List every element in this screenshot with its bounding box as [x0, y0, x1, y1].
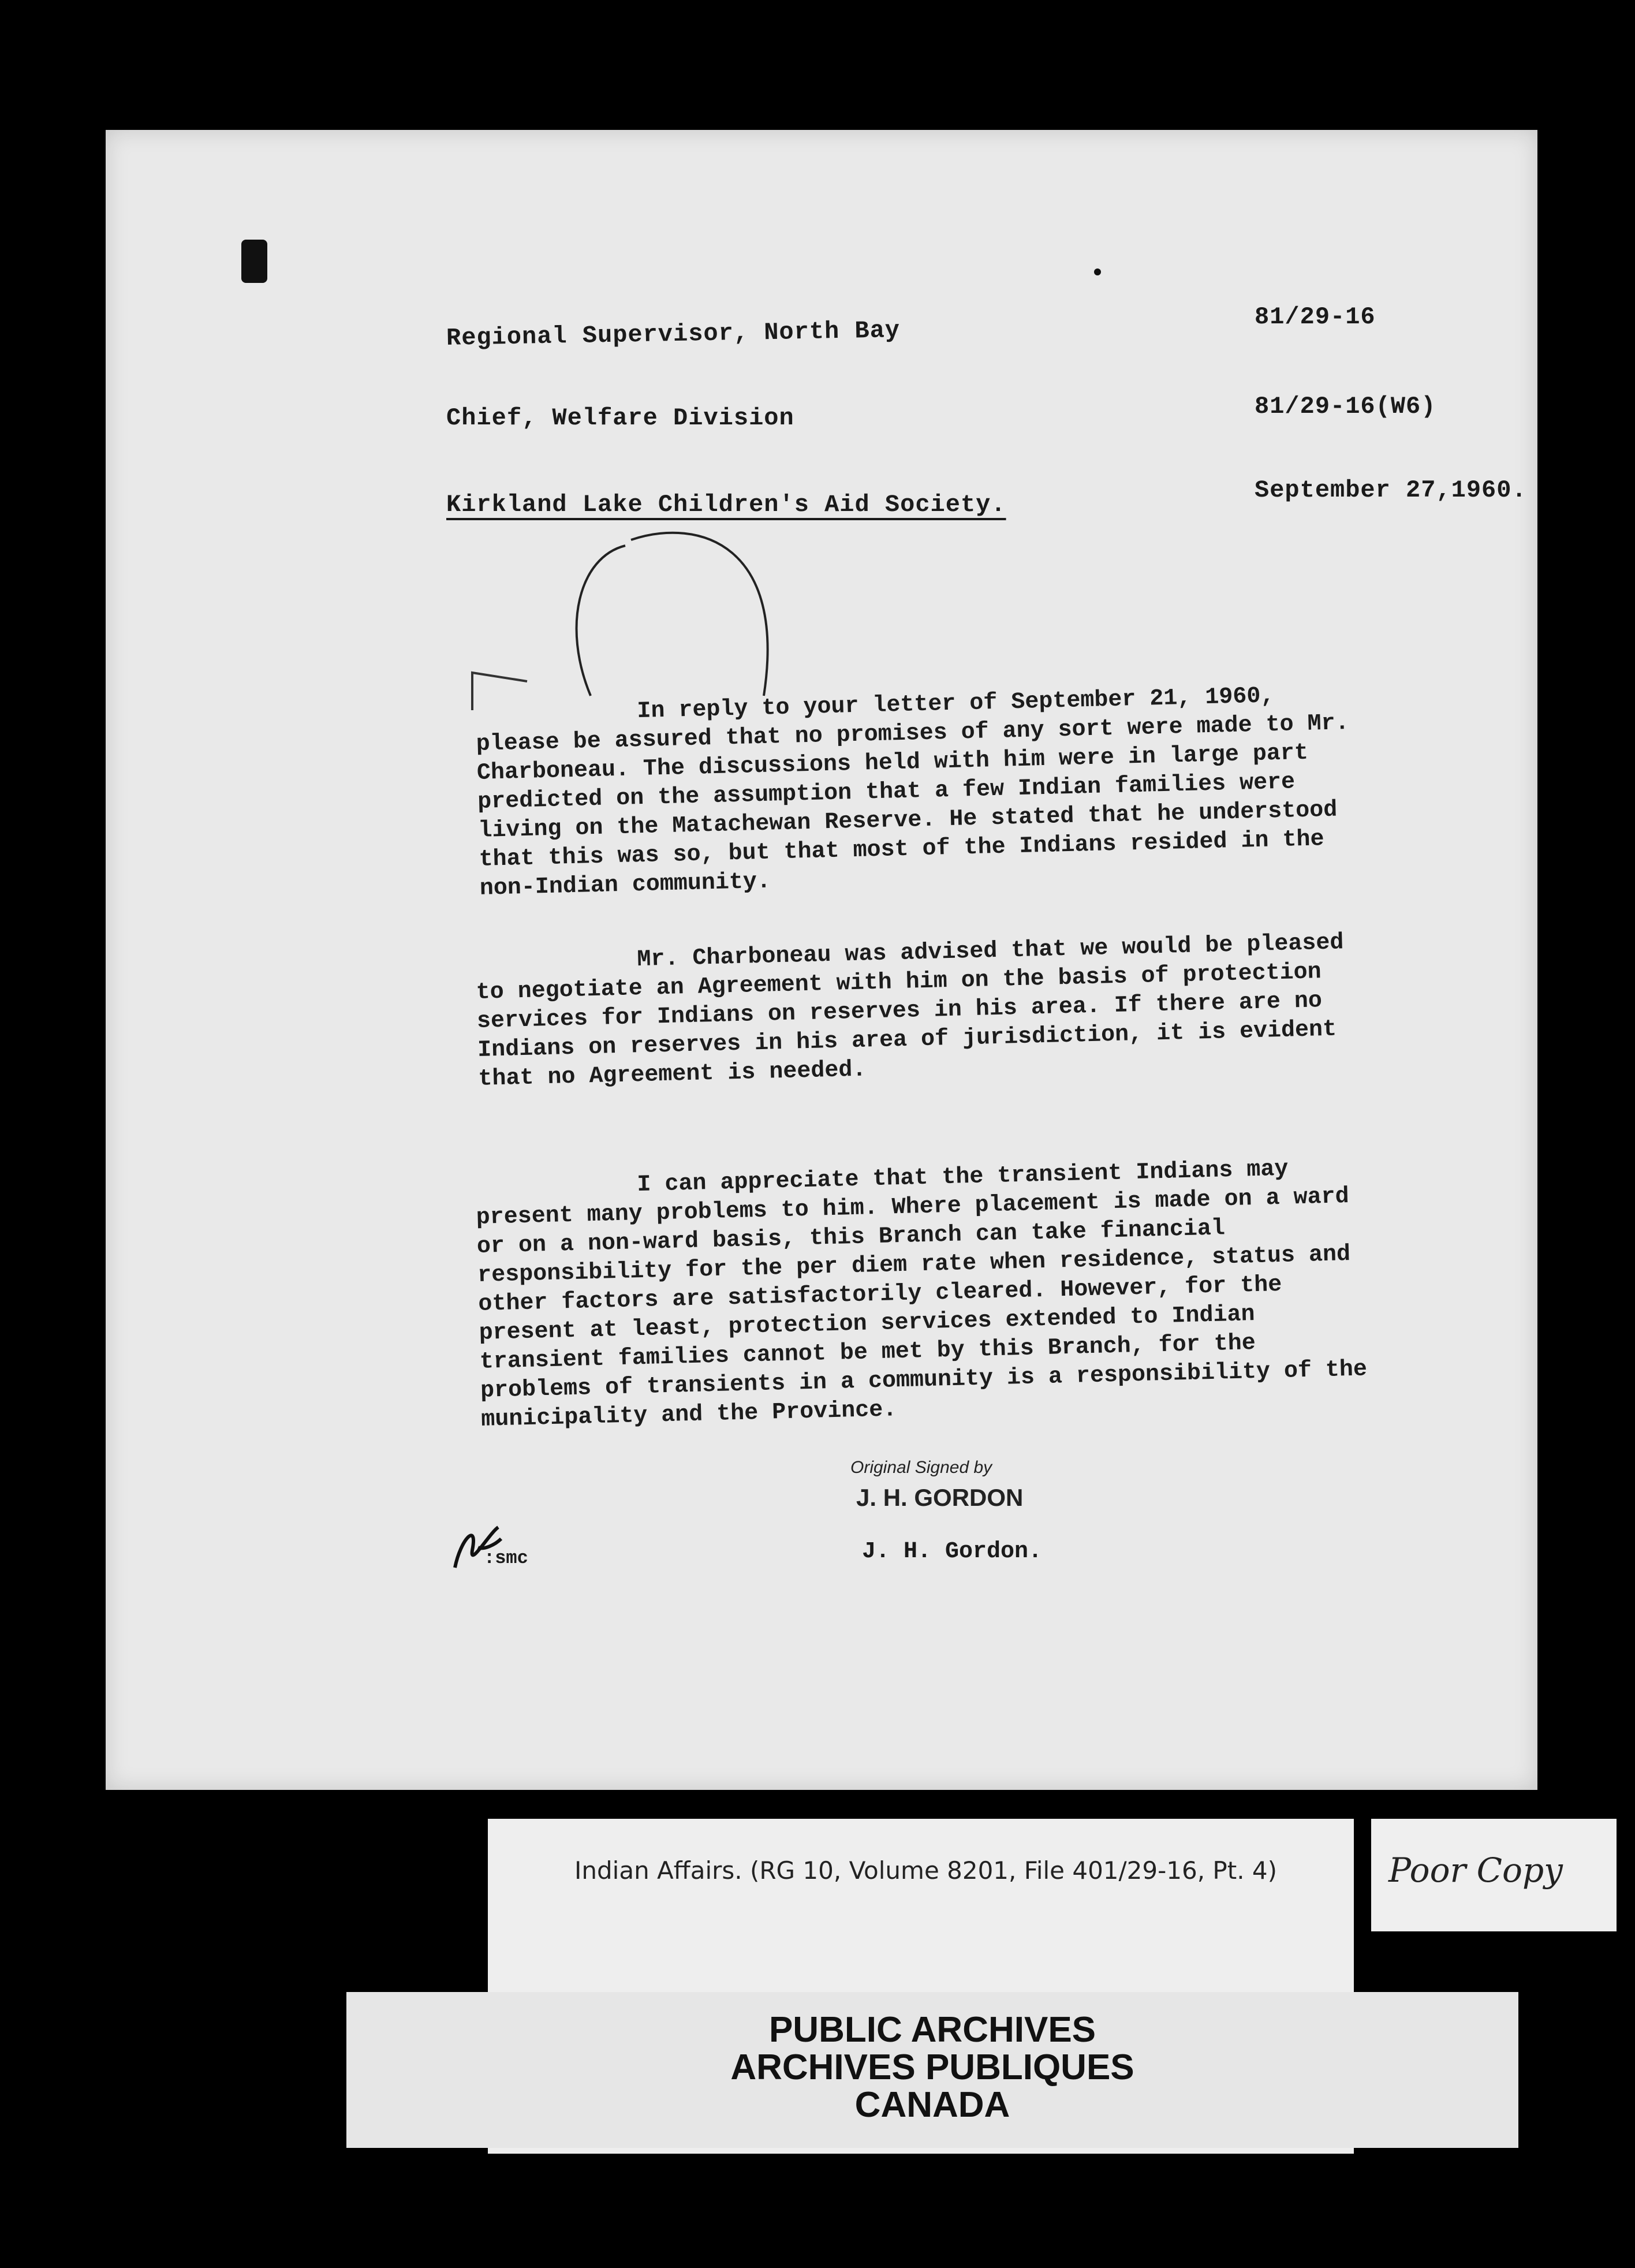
archive-stamp-line3: CANADA — [854, 2085, 1010, 2125]
archive-citation: Indian Affairs. (RG 10, Volume 8201, File 401/29-16, Pt. 4) — [574, 1856, 1278, 1885]
typed-signature-name: J. H. Gordon. — [862, 1539, 1043, 1565]
body-paragraph-2: Mr. Charboneau was advised that we would be pleased to negotiate an Agreement with him on the basis of protection services for Indians on reserves in his area. If there are no Indians on reserves in his area of jurisdiction, it is evident that no Agreement is needed. — [476, 930, 1344, 1092]
body-paragraph-3: I can appreciate that the transient Indians may present many problems to him. Where placement is made on a ward or on a non-ward basis, this Branch can take financial responsibility for the per diem rate when residence, status and other factors are satisfactorily cleared. However, for the present at least, protection services extended to Indian transient families cannot be met by this Branch, for the problems of transients in a community is a responsibility of the municipality and the Province. — [476, 1156, 1368, 1433]
punch-mark — [241, 240, 267, 283]
memo-subject: Kirkland Lake Children's Aid Society. — [446, 491, 1006, 518]
ink-dot — [1094, 268, 1101, 275]
signature-stamp-line1: Original Signed by — [850, 1458, 992, 1477]
memo-to-file-number: 81/29-16 — [1255, 303, 1376, 331]
memo-date: September 27,1960. — [1255, 476, 1527, 504]
memo-from-file-number: 81/29-16(W6) — [1255, 393, 1436, 420]
handwritten-circle-mark — [556, 523, 798, 713]
signature-stamp-name: J. H. GORDON — [856, 1484, 1024, 1511]
archive-stamp-strip — [346, 1992, 1518, 2148]
archive-stamp-line1: PUBLIC ARCHIVES — [768, 2010, 1096, 2050]
archive-stamp-line2: ARCHIVES PUBLIQUES — [730, 2047, 1134, 2087]
body-paragraph-1: In reply to your letter of September 21, 1960, please be assured that no promises of any sort were made to Mr. Charboneau. The discussions held with him were in large part predicted on the assumption that a few Indian families were living on the Matachewan Reserve. He stated that he understood that this was so, but that most of the Indians resided in the non-Indian community. — [476, 683, 1350, 902]
quality-note-card — [1371, 1819, 1617, 1931]
memo-page — [106, 130, 1537, 1790]
memo-from: Chief, Welfare Division — [446, 404, 794, 432]
reference-initials: :smc — [484, 1547, 528, 1569]
memo-to: Regional Supervisor, North Bay — [446, 316, 901, 352]
quality-note: Poor Copy — [1388, 1851, 1563, 1890]
